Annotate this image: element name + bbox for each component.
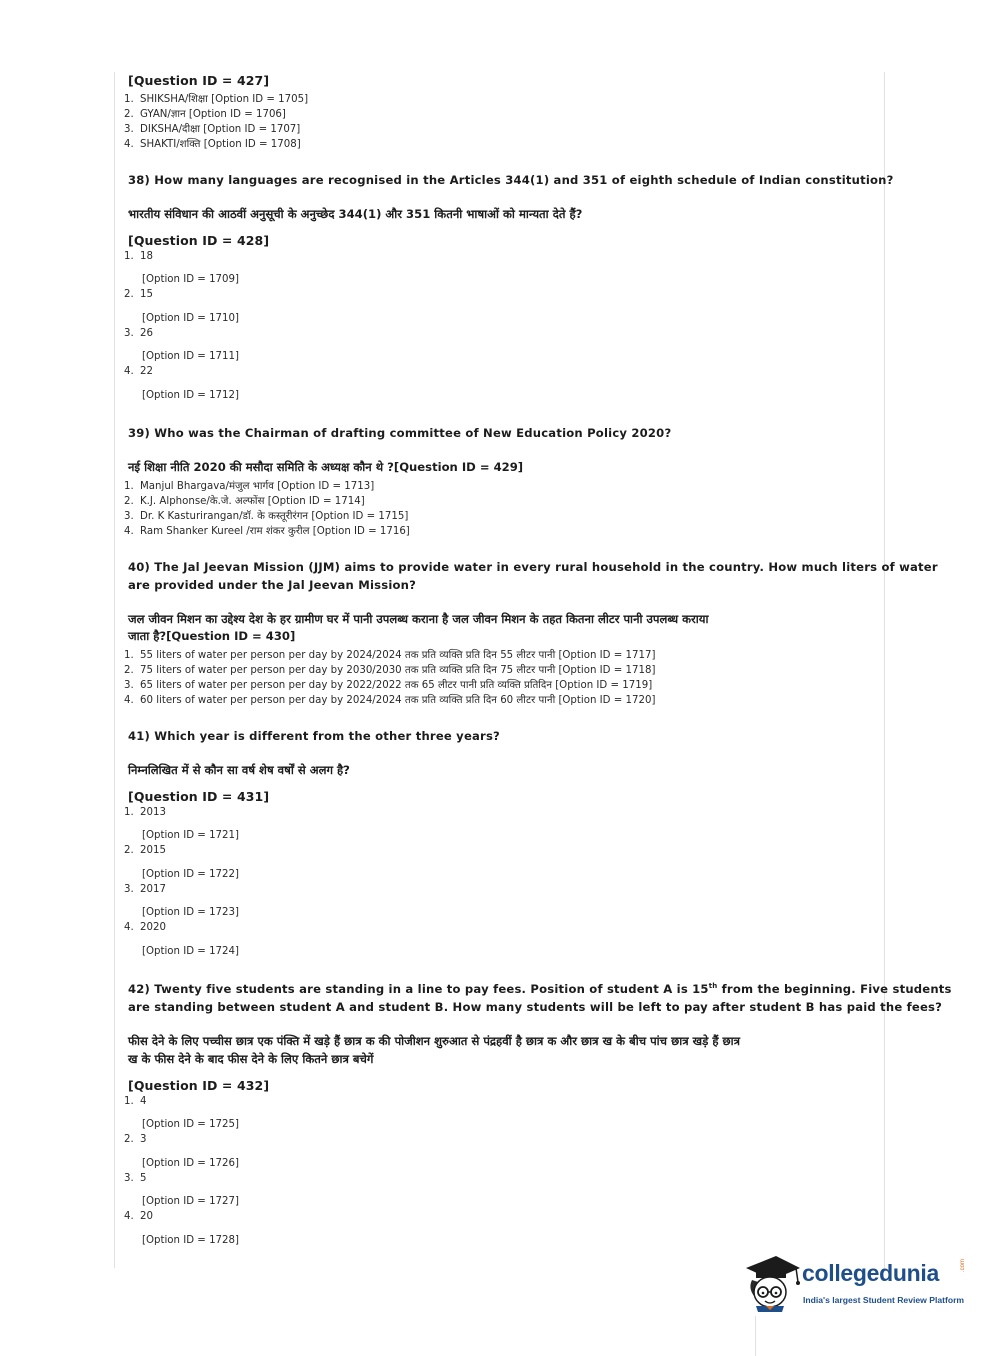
option-text: 3. 5 xyxy=(124,1173,147,1184)
option-text: 1. 4 xyxy=(124,1096,147,1107)
question-42-english-line2: are standing between student A and student B. How many students will be left to pay after student B has paid the fees? xyxy=(128,1000,943,1014)
question-41-hindi: निम्नलिखित में से कौन सा वर्ष शेष वर्षों से अलग है? xyxy=(128,763,350,777)
question-42-hindi-line1: फीस देने के लिए पच्चीस छात्र एक पंक्ति में खड़े हैं छात्र क की पोजीशन शुरुआत से पंद्रहवीं है छात्र क और छात्र ख के बीच पांच छात्र खड़े हैं छात्र xyxy=(128,1034,741,1048)
option-id: [Option ID = 1712] xyxy=(142,390,239,401)
option-1714: 2. K.J. Alphonse/के.जे. अल्फोंस [Option ID = 1714] xyxy=(124,496,365,507)
question-42-hindi-line2: ख के फीस देने के बाद फीस देने के लिए कितने छात्र बचेगें xyxy=(128,1052,374,1066)
option-id: [Option ID = 1723] xyxy=(142,907,239,918)
question-40-english-line1: 40) The Jal Jeevan Mission (JJM) aims to provide water in every rural household in the country. How much liters of water xyxy=(128,560,938,574)
question-40-english-line2: are provided under the Jal Jeevan Mission? xyxy=(128,578,417,592)
question-39-hindi: नई शिक्षा नीति 2020 की मसौदा समिति के अध्यक्ष कौन थे ?[Question ID = 429] xyxy=(128,460,524,474)
option-1715: 3. Dr. K Kasturirangan/डॉ. के कस्तूरीरंगन [Option ID = 1715] xyxy=(124,511,409,522)
question-39-english: 39) Who was the Chairman of drafting committee of New Education Policy 2020? xyxy=(128,426,672,440)
option-id: [Option ID = 1709] xyxy=(142,274,239,285)
page-left-rule xyxy=(114,72,115,1268)
option-1717: 1. 55 liters of water per person per day by 2024/2024 तक प्रति व्यक्ति प्रति दिन 55 लीटर पानी [Option ID = 1717] xyxy=(124,650,656,661)
option-id: [Option ID = 1728] xyxy=(142,1235,239,1246)
option-id: [Option ID = 1722] xyxy=(142,869,239,880)
option-1718: 2. 75 liters of water per person per day by 2030/2030 तक प्रति व्यक्ति प्रति दिन 75 लीटर पानी [Option ID = 1718] xyxy=(124,665,656,676)
question-id-427: [Question ID = 427] xyxy=(128,73,270,88)
option-1719: 3. 65 liters of water per person per day by 2022/2022 तक 65 लीटर पानी प्रति व्यक्ति प्रतिदिन [Option ID = 1719] xyxy=(124,680,653,691)
logo-brand-name: collegedunia xyxy=(802,1260,939,1286)
question-40-hindi-line2: जाता है?[Question ID = 430] xyxy=(128,629,296,643)
question-38-hindi: भारतीय संविधान की आठवीं अनुसूची के अनुच्छेद 344(1) और 351 कितनी भाषाओं को मान्यता देते हैं? xyxy=(128,207,583,221)
option-1707: 3. DIKSHA/दीक्षा [Option ID = 1707] xyxy=(124,124,301,135)
option-text: 2. 3 xyxy=(124,1134,147,1145)
option-id: [Option ID = 1725] xyxy=(142,1119,239,1130)
option-1705: 1. SHIKSHA/शिक्षा [Option ID = 1705] xyxy=(124,94,309,105)
option-1708: 4. SHAKTI/शक्ति [Option ID = 1708] xyxy=(124,139,301,150)
option-id: [Option ID = 1711] xyxy=(142,351,239,362)
option-id: [Option ID = 1726] xyxy=(142,1158,239,1169)
option-text: 4. 2020 xyxy=(124,922,166,933)
option-1713: 1. Manjul Bhargava/मंजुल भार्गव [Option ID = 1713] xyxy=(124,481,375,492)
option-id: [Option ID = 1727] xyxy=(142,1196,239,1207)
page-right-rule xyxy=(884,72,885,1268)
question-41-english: 41) Which year is different from the other three years? xyxy=(128,729,500,743)
option-id: [Option ID = 1710] xyxy=(142,313,239,324)
question-id-428: [Question ID = 428] xyxy=(128,233,270,248)
option-1716: 4. Ram Shanker Kureel /राम शंकर कुरील [Option ID = 1716] xyxy=(124,526,410,537)
question-42-english-line1: 42) Twenty five students are standing in a line to pay fees. Position of student A is 15th from the beginning. Five students xyxy=(128,982,952,996)
question-id-431: [Question ID = 431] xyxy=(128,789,270,804)
option-text: 2. 2015 xyxy=(124,845,166,856)
option-text: 1. 18 xyxy=(124,251,153,262)
option-id: [Option ID = 1721] xyxy=(142,830,239,841)
option-id: [Option ID = 1724] xyxy=(142,946,239,957)
logo-tagline: India's largest Student Review Platform xyxy=(803,1295,965,1305)
student-mascot-icon xyxy=(740,1252,800,1312)
collegedunia-logo[interactable] xyxy=(740,1250,970,1316)
question-id-432: [Question ID = 432] xyxy=(128,1078,270,1093)
option-1720: 4. 60 liters of water per person per day by 2024/2024 तक प्रति व्यक्ति प्रति दिन 60 लीटर पानी [Option ID = 1720] xyxy=(124,695,656,706)
question-40-hindi-line1: जल जीवन मिशन का उद्देश्य देश के हर ग्रामीण घर में पानी उपलब्ध कराना है जल जीवन मिशन के तहत कितना लीटर पानी उपलब्ध कराया xyxy=(128,612,709,626)
option-text: 4. 22 xyxy=(124,366,153,377)
option-text: 3. 2017 xyxy=(124,884,166,895)
option-1706: 2. GYAN/ज्ञान [Option ID = 1706] xyxy=(124,109,286,120)
logo-domain-suffix: .com xyxy=(960,1258,966,1272)
option-text: 2. 15 xyxy=(124,289,153,300)
option-text: 4. 20 xyxy=(124,1211,153,1222)
option-text: 3. 26 xyxy=(124,328,153,339)
page-bottom-rule xyxy=(755,1316,756,1356)
option-text: 1. 2013 xyxy=(124,807,166,818)
question-38-english: 38) How many languages are recognised in the Articles 344(1) and 351 of eighth schedule of Indian constitution? xyxy=(128,173,894,187)
